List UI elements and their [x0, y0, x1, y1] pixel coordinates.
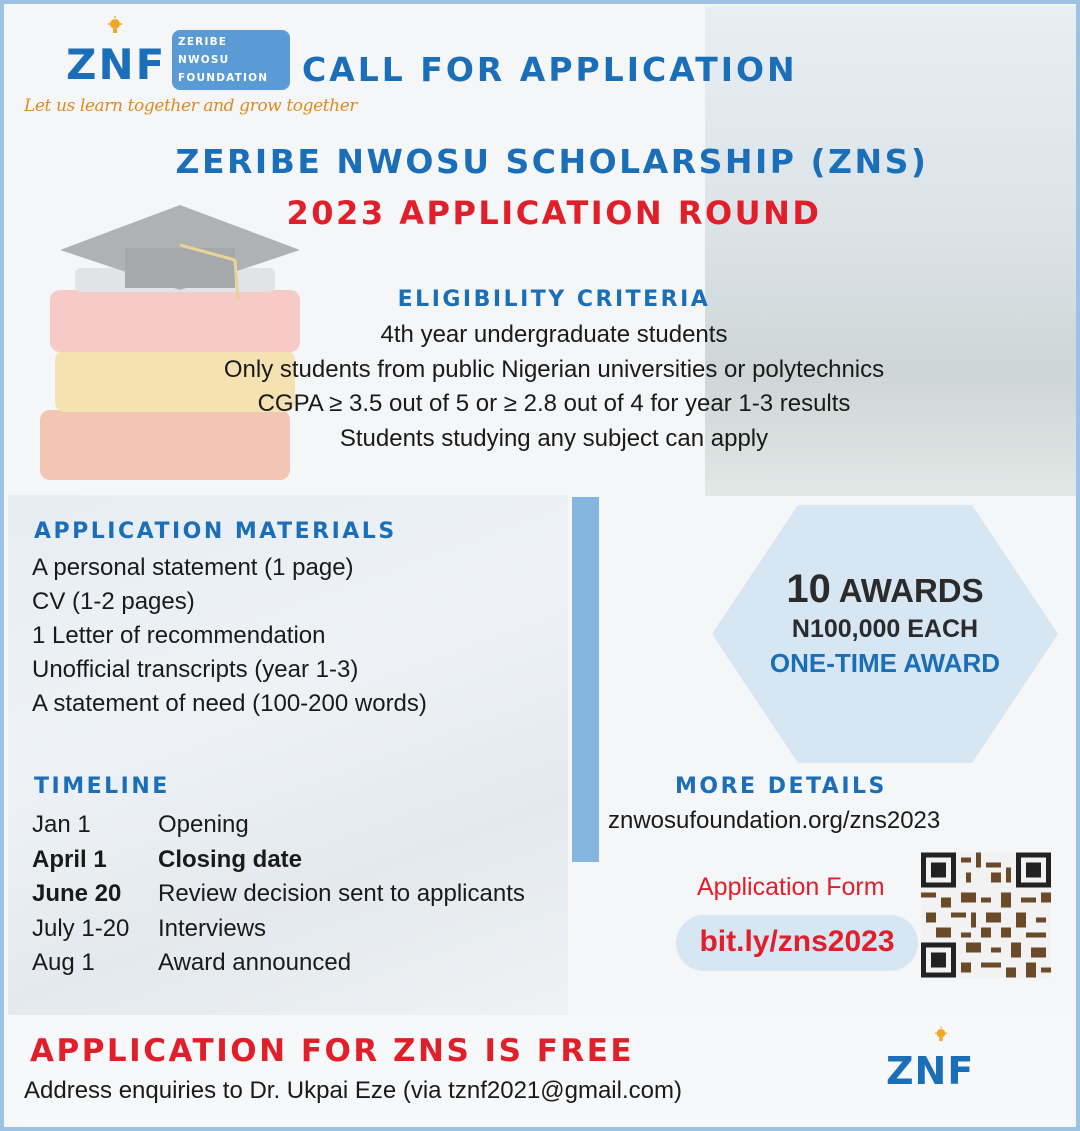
materials-item: A personal statement (1 page) [32, 554, 354, 581]
timeline-row [32, 946, 525, 981]
materials-item: Unofficial transcripts (year 1-3) [32, 656, 359, 683]
eligibility-item: Students studying any subject can apply [339, 424, 769, 452]
materials-list [32, 551, 427, 721]
lightbulb-icon [108, 16, 122, 36]
eligibility-item: CGPA ≥ 3.5 out of 5 or ≥ 2.8 out of 4 for year 1-3 results [257, 390, 851, 417]
timeline-date: April 1 [32, 845, 107, 873]
vertical-divider-bar [572, 497, 599, 862]
enquiries-address: Address enquiries to Dr. Ukpai Eze (via tznf2021@gmail.com) [24, 1077, 682, 1104]
call-for-application-heading: CALL FOR APPLICATION [302, 50, 798, 89]
eligibility-item: 4th year undergraduate students [380, 321, 728, 348]
timeline-event: Interviews [158, 914, 267, 942]
lightbulb-icon [935, 1026, 947, 1044]
application-round-title: 2023 APPLICATION ROUND [286, 194, 822, 232]
awards-label: AWARDS [838, 572, 984, 609]
timeline-heading: TIMELINE [34, 774, 170, 799]
timeline-date: Aug 1 [32, 949, 95, 976]
timeline-event: Opening [158, 811, 249, 838]
timeline-row [32, 877, 525, 912]
org-line-3: FOUNDATION [178, 72, 269, 84]
scholarship-title: ZERIBE NWOSU SCHOLARSHIP (ZNS) [175, 142, 929, 181]
materials-heading: APPLICATION MATERIALS [34, 519, 397, 544]
timeline-row [32, 808, 525, 843]
materials-item: 1 Letter of recommendation [32, 622, 326, 649]
awards-count: 10 [786, 567, 831, 611]
org-line-2: NWOSU [178, 54, 230, 66]
timeline-date: June 20 [32, 880, 122, 907]
details-url-link[interactable]: znwosufoundation.org/zns2023 [608, 807, 941, 834]
short-link[interactable]: bit.ly/zns2023 [699, 925, 895, 958]
free-application-banner: APPLICATION FOR ZNS IS FREE [30, 1033, 635, 1069]
znf-footer-logo: ZNF [886, 1049, 975, 1093]
eligibility-heading: ELIGIBILITY CRITERIA [397, 287, 711, 312]
awards-amount: N100,000 EACH [791, 615, 979, 643]
znf-logo-mark: ZNF [66, 40, 167, 89]
timeline-event: Closing date [158, 845, 303, 873]
eligibility-item: Only students from public Nigerian universities or polytechnics [223, 355, 885, 383]
eligibility-list [0, 318, 1080, 456]
awards-type: ONE-TIME AWARD [769, 648, 1001, 678]
awards-text [712, 567, 1058, 681]
timeline-event: Review decision sent to applicants [158, 880, 525, 907]
org-line-1: ZERIBE [178, 36, 228, 48]
more-details-heading: MORE DETAILS [675, 774, 887, 799]
foundation-name-box [172, 30, 290, 90]
timeline-date: Jan 1 [32, 811, 91, 838]
materials-item: CV (1-2 pages) [32, 588, 195, 615]
timeline-row [32, 912, 525, 947]
qr-code [921, 852, 1051, 978]
application-form-label: Application Form [697, 873, 885, 901]
timeline-date: July 1-20 [32, 914, 130, 942]
tagline: Let us learn together and grow together [24, 96, 358, 116]
timeline-event: Award announced [158, 949, 352, 976]
awards-count-line [712, 567, 1058, 613]
timeline-row [32, 843, 525, 878]
timeline-table [32, 808, 525, 981]
materials-item: A statement of need (100-200 words) [32, 690, 427, 717]
